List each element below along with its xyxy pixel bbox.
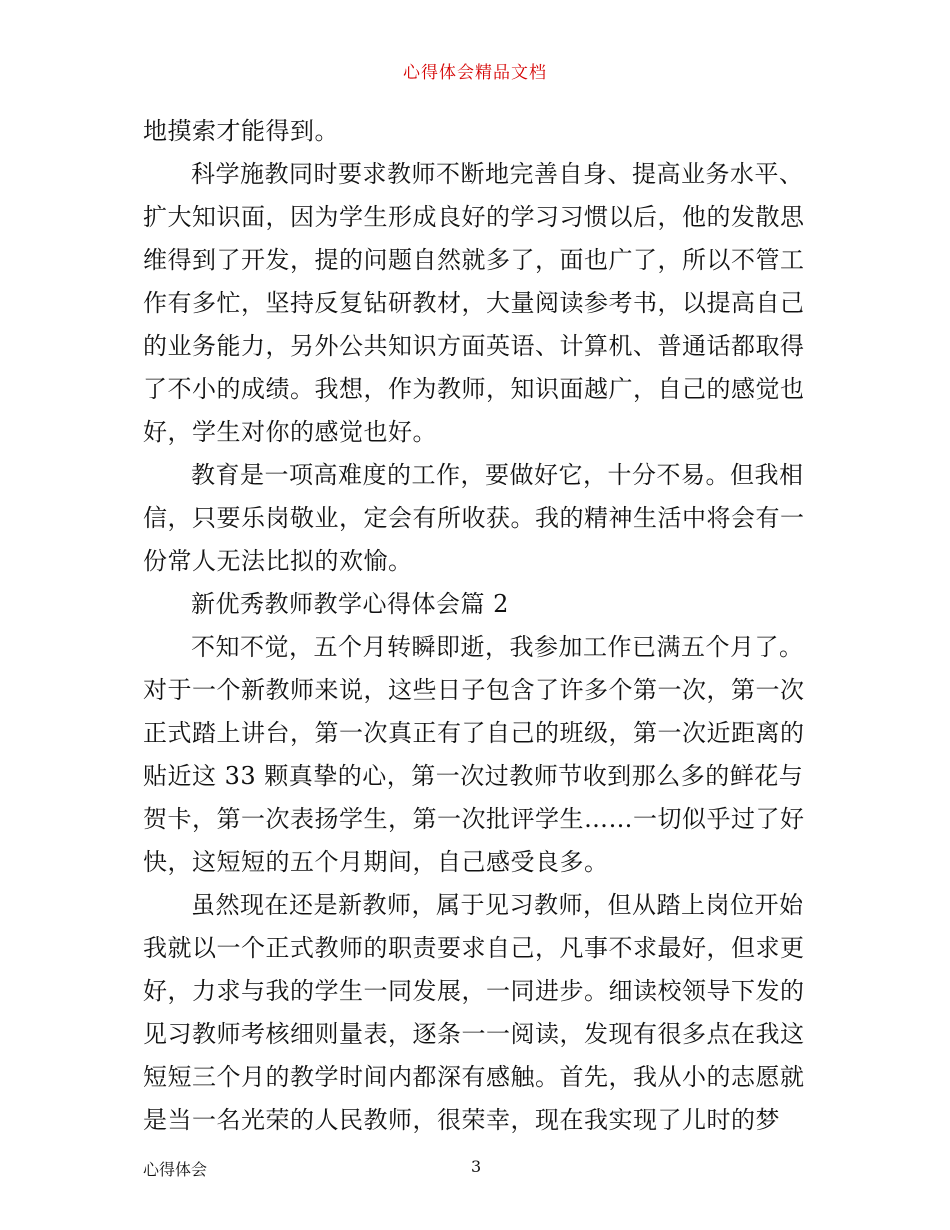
text-line: 虽然现在还是新教师，属于见习教师，但从踏上岗位开始 xyxy=(191,891,804,919)
text-line: 贺卡，第一次表扬学生，第一次批评学生……一切似乎过了好 xyxy=(143,805,805,833)
text-line: 维得到了开发，提的问题自然就多了，面也广了，所以不管工 xyxy=(143,246,805,274)
text-line: 好，学生对你的感觉也好。 xyxy=(143,418,437,446)
text-line: 对于一个新教师来说，这些日子包含了许多个第一次，第一次 xyxy=(143,676,805,704)
text-line: 短短三个月的教学时间内都深有感触。首先，我从小的志愿就 xyxy=(143,1063,805,1091)
text-line: 我就以一个正式教师的职责要求自己，凡事不求最好，但求更 xyxy=(143,934,805,962)
page-header-title: 心得体会精品文档 xyxy=(403,63,547,83)
page-footer xyxy=(143,1157,815,1181)
text-line: 教育是一项高难度的工作，要做好它，十分不易。但我相 xyxy=(191,461,804,489)
text-line: 见习教师考核细则量表，逐条一一阅读，发现有很多点在我这 xyxy=(143,1020,805,1048)
text-line: 科学施教同时要求教师不断地完善自身、提高业务水平、 xyxy=(191,160,804,188)
page-number: 3 xyxy=(471,1157,482,1176)
text-line: 信，只要乐岗敬业，定会有所收获。我的精神生活中将会有一 xyxy=(143,504,805,532)
text-line: 了不小的成绩。我想，作为教师，知识面越广，自己的感觉也 xyxy=(143,375,805,403)
footer-label: 心得体会 xyxy=(143,1160,208,1179)
text-line: 份常人无法比拟的欢愉。 xyxy=(143,547,413,575)
text-line: 贴近这 33 颗真挚的心，第一次过教师节收到那么多的鲜花与 xyxy=(143,762,804,790)
text-line: 扩大知识面，因为学生形成良好的学习习惯以后，他的发散思 xyxy=(143,203,805,231)
text-line: 是当一名光荣的人民教师，很荣幸，现在我实现了儿时的梦 xyxy=(143,1106,780,1134)
section-heading: 新优秀教师教学心得体会篇 2 xyxy=(191,590,509,618)
text-line: 作有多忙，坚持反复钻研教材，大量阅读参考书，以提高自己 xyxy=(143,289,805,317)
text-line: 正式踏上讲台，第一次真正有了自己的班级，第一次近距离的 xyxy=(143,719,805,747)
text-line: 不知不觉，五个月转瞬即逝，我参加工作已满五个月了。 xyxy=(191,633,804,661)
text-line: 地摸索才能得到。 xyxy=(143,117,339,145)
document-body xyxy=(143,110,815,1142)
text-line: 好，力求与我的学生一同发展，一同进步。细读校领导下发的 xyxy=(143,977,805,1005)
text-line: 的业务能力，另外公共知识方面英语、计算机、普通话都取得 xyxy=(143,332,805,360)
text-line: 快，这短短的五个月期间，自己感受良多。 xyxy=(143,848,609,876)
